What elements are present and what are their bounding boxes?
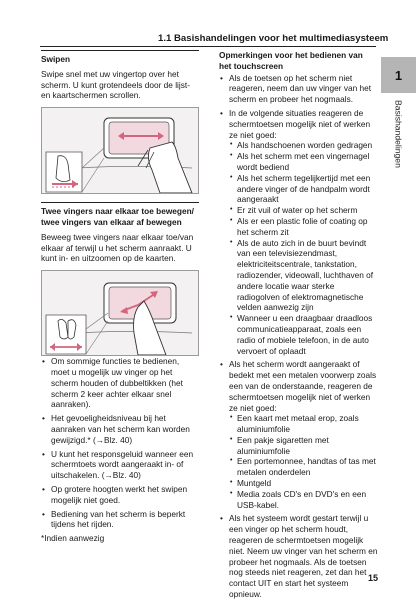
note-intro: Als het scherm wordt aangeraakt of bedekt met een metalen voorwerp zoals een van de onderstaande, reageren de schermtoetsen mogelijk niet of werken ze niet goed:: [229, 359, 377, 413]
touchscreen-heading-line2: het touchscreen: [219, 60, 284, 71]
usage-note: • Bediening van het scherm is beperkt tijdens het rijden.: [41, 509, 199, 531]
chapter-number: 1: [394, 67, 403, 83]
right-column: [219, 50, 379, 603]
page-number: 15: [367, 573, 378, 583]
left-column: [41, 50, 199, 544]
note-item: [219, 108, 379, 356]
touchscreen-notes-heading: [219, 50, 379, 72]
usage-notes-list: [41, 356, 199, 530]
pinch-text: Beweeg twee vingers naar elkaar toe/van elkaar af terwijl u het scherm aanraakt. U kunt in- en uitzoomen op de kaarten.: [41, 231, 194, 264]
pinch-heading-line2: twee vingers van elkaar af bewegen: [41, 216, 182, 227]
usage-note: • Om sommige functies te bedienen, moet u mogelijk uw vinger op het scherm houden of dubbeltikken (het scherm 2 keer achter elkaar snel aanraken).: [41, 356, 199, 410]
touchscreen-notes-list: [219, 73, 379, 600]
situation-item: • Als er een plastic folie of coating op het scherm zit: [229, 216, 379, 238]
usage-note: • U kunt het responsgeluid wanneer een schermtoets wordt aangeraakt in- of uitschakelen. (→Blz. 40): [41, 449, 199, 481]
metal-object-item: • Een kaart met metaal erop, zoals aluminiumfolie: [229, 413, 379, 435]
metal-object-item: • Muntgeld: [229, 478, 379, 489]
situation-item: • Als het scherm met een vingernagel wordt bediend: [229, 151, 379, 173]
chapter-side-label: Basishandelingen: [393, 100, 404, 168]
swipe-heading: Swipen: [41, 50, 199, 65]
usage-note: • Het gevoeligheidsniveau bij het aanraken van het scherm kan worden gewijzigd.* (→Blz. 40): [41, 413, 199, 445]
pinch-heading: [41, 202, 199, 228]
note-item: • Als de toetsen op het scherm niet reageren, neem dan uw vinger van het scherm en probeer het nogmaals.: [219, 73, 379, 105]
swipe-illustration: [41, 107, 199, 194]
usage-note: • Op grotere hoogten werkt het swipen mogelijk niet goed.: [41, 484, 199, 506]
pinch-heading-line1: Twee vingers naar elkaar toe bewegen/: [41, 206, 194, 217]
pinch-illustration-drawing: [42, 271, 198, 355]
metal-object-item: • Media zoals CD's en DVD's en een USB-kabel.: [229, 489, 379, 511]
note-item: • Als het systeem wordt gestart terwijl u een vinger op het scherm houdt, reageren de schermtoetsen mogelijk niet. Neem uw vinger van het scherm en probeer het nogmaals. Als de toetsen nog steeds niet reageren, zet dan het contact UIT en start het systeem opnieuw.: [219, 513, 379, 599]
metal-object-list: [229, 413, 379, 510]
situation-item: • Er zit vuil of water op het scherm: [229, 205, 379, 216]
situation-item: • Wanneer u een draagbaar draadloos communicatieapparaat, zoals een radio of mobiele telefoon, in de auto vervoert of oplaadt: [229, 313, 379, 356]
touchscreen-heading-line1: Opmerkingen voor het bedienen van: [219, 50, 363, 60]
situation-item: • Als de auto zich in de buurt bevindt van een televisiezendmast, elektriciteitscentrale, tankstation, radiozender, videowall, luchthaven of andere locatie waar sterke radiogolven of elektromagnetische velden aanwezig zijn: [229, 238, 379, 314]
situation-list: [229, 140, 379, 356]
note-intro: In de volgende situaties reageren de schermtoetsen mogelijk niet of werken ze niet goed:: [229, 107, 371, 140]
swipe-text: Swipe snel met uw vingertop over het scherm. U kunt grotendeels door de lijst- en kaartschermen scrollen.: [41, 68, 190, 101]
metal-object-item: • Een portemonnee, handtas of tas met metalen onderdelen: [229, 456, 379, 478]
chapter-tab: [381, 57, 416, 93]
situation-item: • Als het scherm tegelijkertijd met een andere vinger of de handpalm wordt aangeraakt: [229, 173, 379, 205]
chapter-header: 1.1 Basishandelingen voor het multimediasysteem: [158, 33, 389, 44]
metal-object-item: • Een pakje sigaretten met aluminiumfolie: [229, 435, 379, 457]
pinch-illustration: [41, 270, 199, 356]
situation-item: • Als handschoenen worden gedragen: [229, 140, 379, 151]
note-item: [219, 359, 379, 510]
footnote: *Indien aanwezig: [41, 533, 105, 544]
swipe-illustration-drawing: [42, 108, 198, 193]
header-rule: [40, 46, 376, 47]
